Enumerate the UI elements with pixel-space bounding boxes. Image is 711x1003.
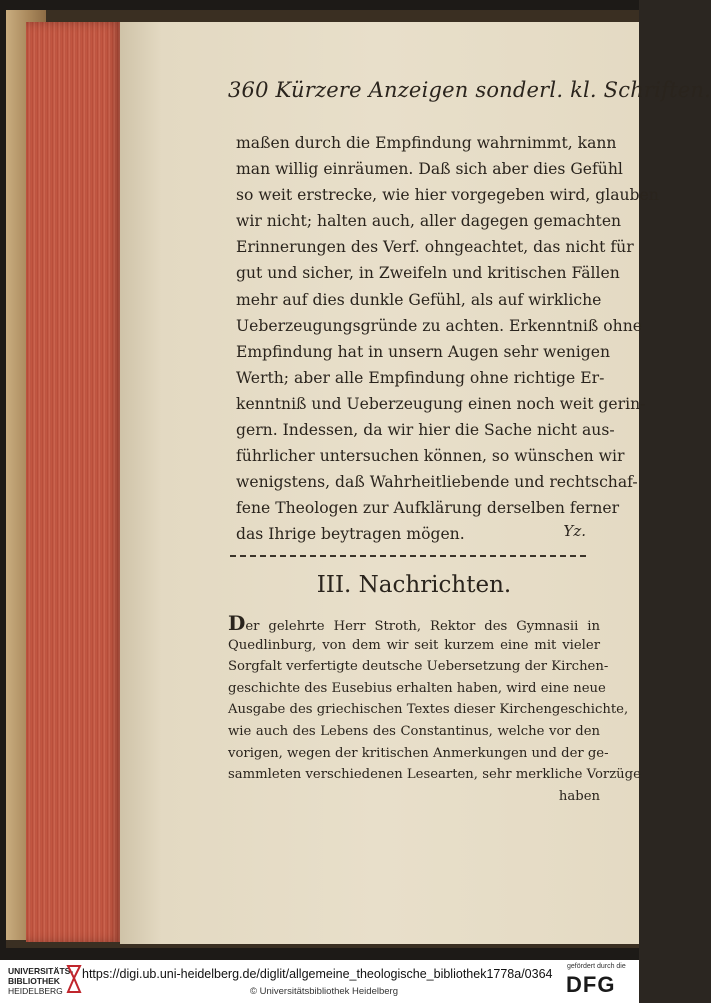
text-line bbox=[228, 613, 600, 635]
running-head: 360 Kürzere Anzeigen sonderl. kl. Schriften. bbox=[228, 78, 711, 102]
text-line: Werth; aber alle Empfindung ohne richtige Er- bbox=[236, 368, 605, 387]
copyright-notice: © Universitätsbibliothek Heidelberg bbox=[250, 986, 398, 997]
funding-label: gefördert durch die bbox=[567, 963, 626, 970]
text-line: maßen durch die Empfindung wahrnimmt, kann bbox=[236, 134, 617, 152]
text-line: wir nicht; halten auch, aller dagegen gemachten bbox=[236, 212, 622, 231]
reviewer-signature: Yz. bbox=[563, 522, 586, 540]
dfg-logo: DFG bbox=[566, 972, 616, 997]
text-line: Sorgfalt verfertigte deutsche Uebersetzung der Kirchen- bbox=[228, 659, 609, 675]
text-line: wenigstens, daß Wahrheitliebende und rechtschaf- bbox=[236, 473, 638, 492]
text-line: geschichte des Eusebius erhalten haben, wird eine neue bbox=[228, 680, 606, 696]
drop-cap: D bbox=[228, 611, 246, 635]
paragraph-review-end bbox=[236, 130, 659, 548]
library-name-line: BIBLIOTHEK bbox=[8, 976, 60, 986]
text-line: fene Theologen zur Aufklärung derselben ferner bbox=[236, 499, 620, 518]
text-line: gern. Indessen, da wir hier die Sache nicht aus- bbox=[236, 421, 615, 440]
text-line: sammleten verschiedenen Lesearten, sehr merkliche Vorzüge bbox=[228, 767, 641, 783]
text-line: wie auch des Lebens des Constantinus, welche vor den bbox=[228, 723, 600, 739]
text-line: mehr auf dies dunkle Gefühl, als auf wirkliche bbox=[236, 290, 602, 309]
catchword: haben bbox=[558, 788, 600, 804]
section-title: III. Nachrichten. bbox=[316, 572, 512, 598]
text-line: kenntniß und Ueberzeugung einen noch weit gerin- bbox=[236, 394, 646, 413]
text-line: Empfindung hat in unsern Augen sehr wenigen bbox=[236, 342, 610, 361]
paragraph-news bbox=[228, 611, 641, 807]
text-line: das Ihrige beytragen mögen. bbox=[236, 525, 465, 544]
viewer-footer bbox=[0, 960, 639, 1003]
library-name-line: HEIDELBERG bbox=[8, 986, 63, 996]
text-line: vorigen, wegen der kritischen Anmerkungen und der ge- bbox=[228, 745, 609, 761]
text-line: Erinnerungen des Verf. ohngeachtet, das nicht für bbox=[236, 238, 634, 257]
text-line: so weit erstrecke, wie hier vorgegeben wird, glauben bbox=[236, 186, 659, 205]
permalink-url[interactable]: https://digi.ub.uni-heidelberg.de/diglit/allgemeine_theologische_bibliothek1778a/0364 bbox=[82, 967, 553, 981]
library-emblem-icon bbox=[66, 964, 82, 994]
text-line: Ausgabe des griechischen Textes dieser Kirchengeschichte, bbox=[228, 702, 629, 718]
text-line: Ueberzeugungsgründe zu achten. Erkenntniß ohne bbox=[236, 316, 642, 335]
text-line-rest: er gelehrte Herr Stroth, Rektor des Gymnasii in bbox=[245, 619, 600, 634]
text-line: führlicher untersuchen können, so wünschen wir bbox=[236, 447, 625, 466]
red-page-edge bbox=[26, 22, 122, 942]
text-line: gut und sicher, in Zweifeln und kritischen Fällen bbox=[236, 264, 620, 283]
text-line: man willig einräumen. Daß sich aber dies Gefühl bbox=[236, 160, 623, 179]
text-line: Quedlinburg, von dem wir seit kurzem eine mit vieler bbox=[228, 637, 600, 653]
section-divider bbox=[230, 555, 586, 557]
library-name-line: UNIVERSITÄTS- bbox=[8, 966, 74, 976]
library-logo bbox=[8, 966, 74, 996]
